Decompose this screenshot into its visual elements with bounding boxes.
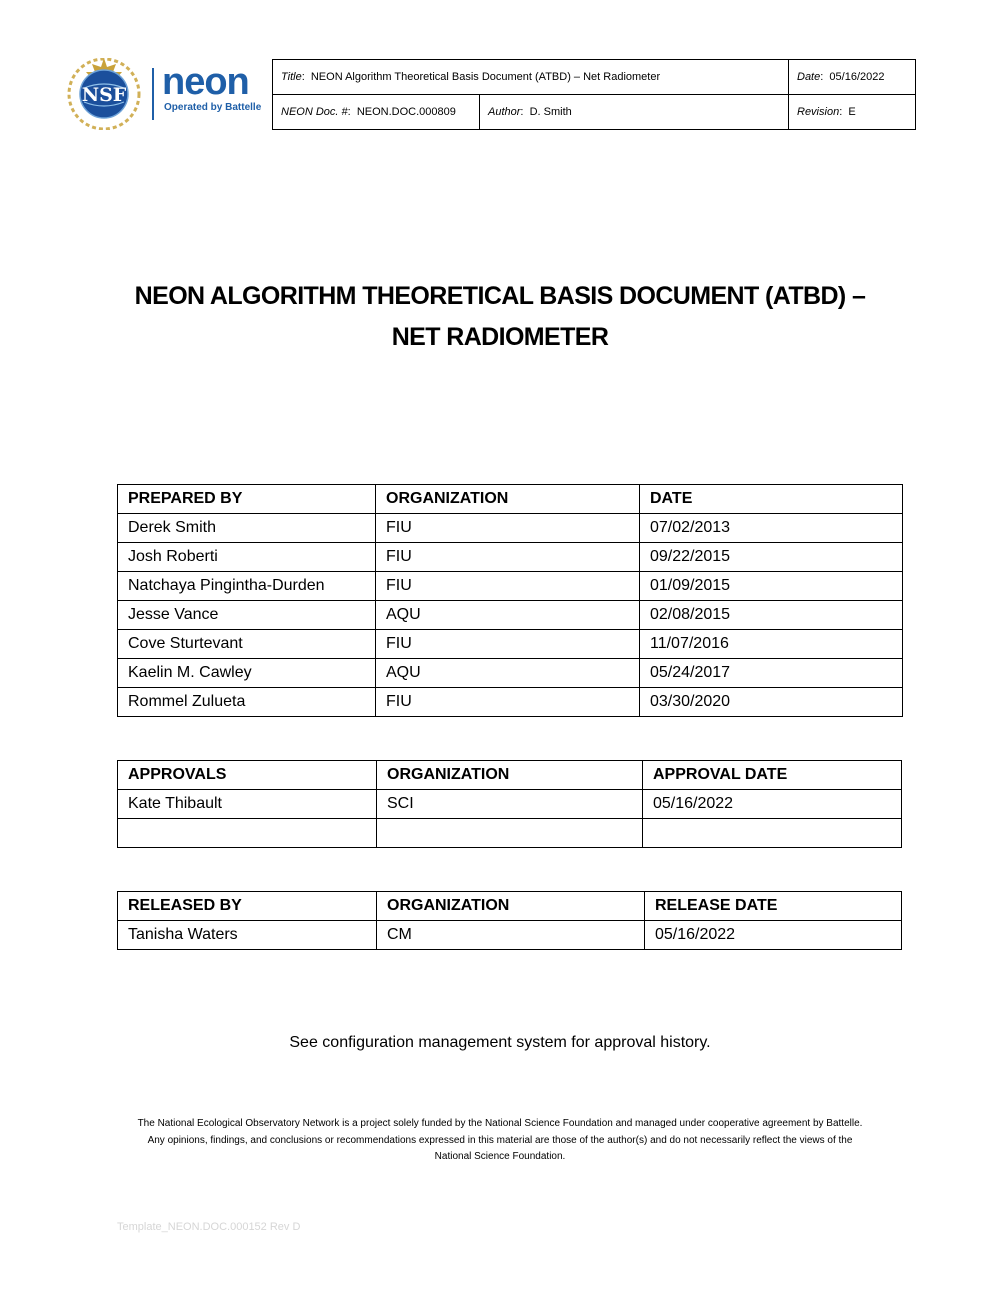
preparer-name: Natchaya Pingintha-Durden	[118, 572, 376, 601]
document-title-line1: NEON ALGORITHM THEORETICAL BASIS DOCUMENT (ATBD) –	[134, 282, 866, 310]
column-header: PREPARED BY	[118, 485, 376, 514]
releaser-org: CM	[377, 921, 645, 950]
date-label: Date	[797, 71, 821, 83]
preparer-name: Rommel Zulueta	[118, 688, 376, 717]
header-revision-cell: Revision: E	[789, 95, 916, 130]
table-row	[118, 514, 903, 543]
prepared-by-table	[117, 484, 903, 717]
preparer-org: FIU	[376, 543, 640, 572]
preparer-date: 11/07/2016	[640, 630, 903, 659]
column-header: ORGANIZATION	[377, 761, 643, 790]
approver-org	[377, 819, 643, 848]
approval-date	[643, 819, 902, 848]
preparer-org: AQU	[376, 601, 640, 630]
neon-tagline: Operated by Battelle	[164, 102, 262, 113]
preparer-date: 03/30/2020	[640, 688, 903, 717]
footer-line: The National Ecological Observatory Network is a project solely funded by the National Science Foundation and managed under cooperative agreement by Battelle.	[137, 1118, 863, 1129]
table-header-row	[118, 892, 902, 921]
preparer-name: Jesse Vance	[118, 601, 376, 630]
header-title-cell: Title: NEON Algorithm Theoretical Basis Document (ATBD) – Net Radiometer	[273, 60, 789, 95]
table-row	[118, 630, 903, 659]
config-management-note: See configuration management system for approval history.	[289, 1034, 711, 1051]
neon-wordmark: neon	[162, 61, 249, 103]
preparer-org: FIU	[376, 688, 640, 717]
nsf-seal-icon	[66, 58, 142, 130]
logo-divider	[152, 68, 154, 120]
footer-line: Any opinions, findings, and conclusions or recommendations expressed in this material are those of the author(s) and do not necessarily reflect the views of the	[147, 1134, 853, 1146]
table-row	[118, 921, 902, 950]
template-id: Template_NEON.DOC.000152 Rev D	[117, 1221, 301, 1233]
table-row	[118, 572, 903, 601]
column-header: APPROVALS	[118, 761, 377, 790]
column-header: RELEASE DATE	[645, 892, 902, 921]
preparer-date: 01/09/2015	[640, 572, 903, 601]
author-value: D. Smith	[529, 106, 572, 118]
table-row	[118, 819, 902, 848]
preparer-name: Kaelin M. Cawley	[118, 659, 376, 688]
header-author-cell: Author: D. Smith	[480, 95, 789, 130]
table-row	[118, 601, 903, 630]
approval-date: 05/16/2022	[643, 790, 902, 819]
header-info-table	[272, 59, 916, 130]
preparer-name: Cove Sturtevant	[118, 630, 376, 659]
column-header: APPROVAL DATE	[643, 761, 902, 790]
preparer-date: 02/08/2015	[640, 601, 903, 630]
column-header: ORGANIZATION	[376, 485, 640, 514]
document-title-line2: NET RADIOMETER	[391, 323, 609, 351]
column-header: ORGANIZATION	[377, 892, 645, 921]
preparer-date: 07/02/2013	[640, 514, 903, 543]
preparer-name: Josh Roberti	[118, 543, 376, 572]
header-docnum-cell: NEON Doc. #: NEON.DOC.000809	[273, 95, 480, 130]
approvals-table	[117, 760, 902, 848]
column-header: DATE	[640, 485, 903, 514]
release-date: 05/16/2022	[645, 921, 902, 950]
doc-label: NEON Doc. #	[281, 106, 348, 118]
preparer-org: AQU	[376, 659, 640, 688]
table-header-row	[118, 761, 902, 790]
title-label: Title	[281, 71, 302, 83]
approver-name: Kate Thibault	[118, 790, 377, 819]
preparer-org: FIU	[376, 514, 640, 543]
nsf-seal-text: NSF	[81, 84, 127, 106]
document-title	[0, 276, 1000, 358]
revision-label: Revision	[797, 106, 840, 118]
preparer-name: Derek Smith	[118, 514, 376, 543]
table-row	[118, 543, 903, 572]
releaser-name: Tanisha Waters	[118, 921, 377, 950]
doc-value: NEON.DOC.000809	[356, 106, 456, 118]
revision-value: E	[848, 106, 856, 118]
footer-line: National Science Foundation.	[434, 1151, 566, 1162]
column-header: RELEASED BY	[118, 892, 377, 921]
title-value: NEON Algorithm Theoretical Basis Document (ATBD) – Net Radiometer	[310, 71, 661, 83]
preparer-date: 05/24/2017	[640, 659, 903, 688]
header-date-cell: Date: 05/16/2022	[789, 60, 916, 95]
preparer-org: FIU	[376, 630, 640, 659]
author-label: Author	[488, 106, 521, 118]
table-row	[118, 659, 903, 688]
preparer-date: 09/22/2015	[640, 543, 903, 572]
approver-org: SCI	[377, 790, 643, 819]
footer-disclaimer	[100, 1116, 900, 1166]
table-header-row	[118, 485, 903, 514]
logo-area	[66, 58, 272, 130]
preparer-org: FIU	[376, 572, 640, 601]
date-value: 05/16/2022	[829, 71, 885, 83]
table-row	[118, 688, 903, 717]
table-row	[118, 790, 902, 819]
released-by-table	[117, 891, 902, 950]
approver-name	[118, 819, 377, 848]
